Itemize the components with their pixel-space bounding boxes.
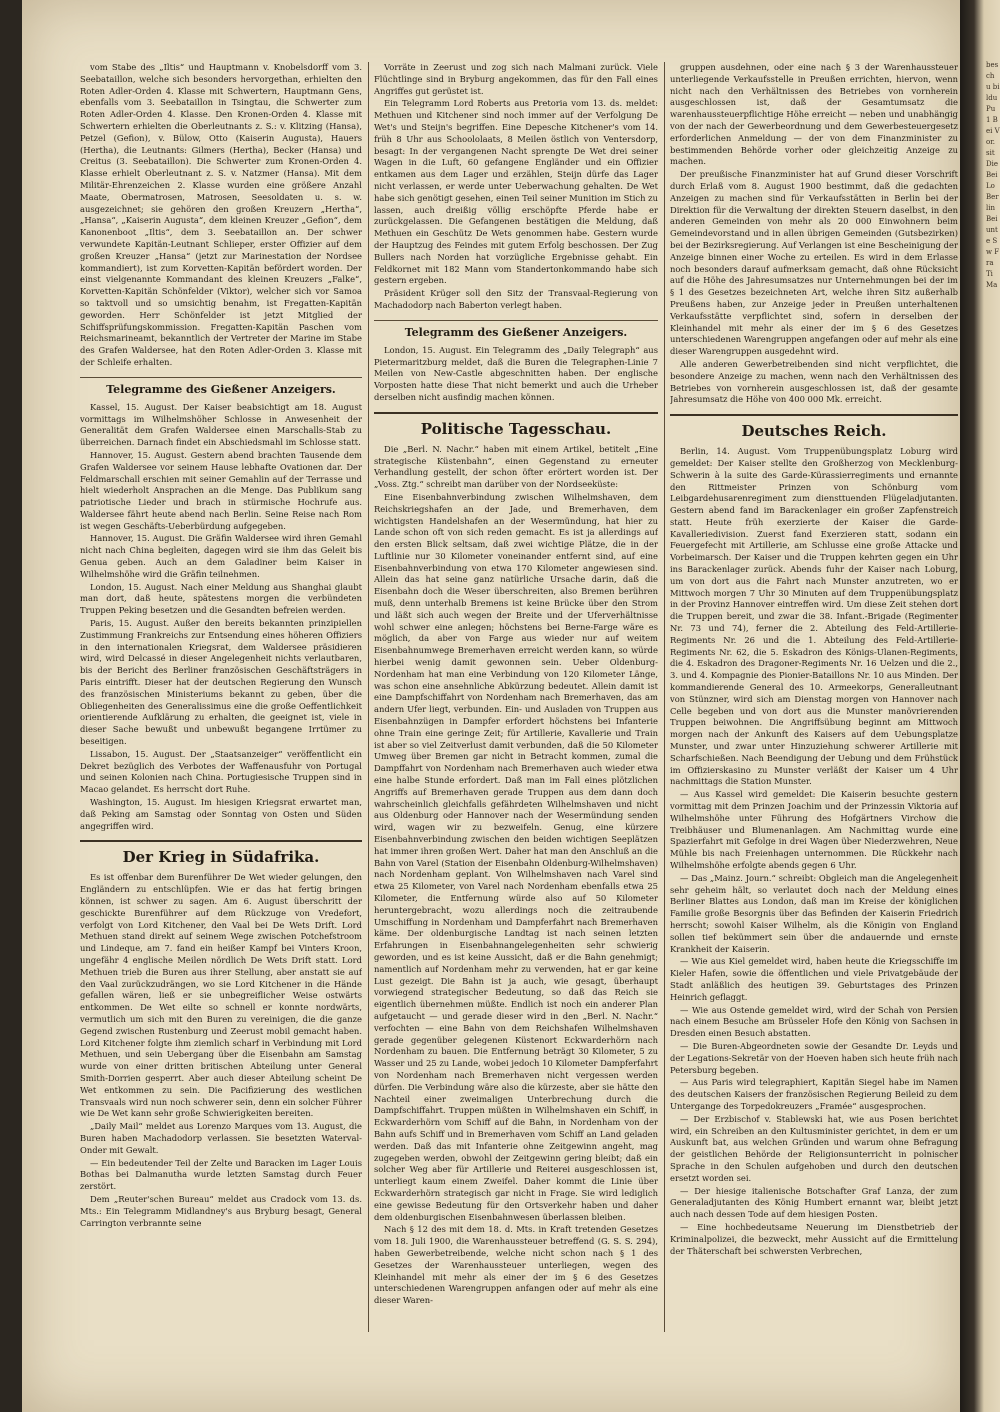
- article-paragraph: — Wie aus Kiel gemeldet wird, haben heute die Kriegsschiffe im Kieler Hafen, sowie die öffentlichen und viele Privatgebäude der Stadt anläßlich des heutigen 39. Geburtstages des Prinzen Heinrich geflaggt.: [670, 956, 958, 1002]
- article-paragraph: gruppen ausdehnen, oder eine nach § 3 der Warenhaussteuer unterliegende Verkaufsstelle in Preußen errichten, hiervon, wenn nicht nach den Verhältnissen des Betriebes von vornherein ausgeschlossen ist, daß der Gesamtumsatz die warenhaussteuerpflichtige Höhe erreicht — neben und unabhängig von der nach der Gewerbeordnung und dem Gewerbesteuergesetz erforderlichen Anmeldung — der von dem Finanzminister zu bestimmenden Behörde vorher oder gleichzeitig Anzeige zu machen.: [670, 62, 958, 167]
- article-paragraph: Es ist offenbar dem Burenführer De Wet wieder gelungen, den Engländern zu entschlüpfen. Wie er das hat fertig bringen können, ist schwer zu sagen. Am 6. August überschritt der geschickte Burenführer auf dem Rückzuge von Vredefort, verfolgt von Lord Kitchener, den Vaal bei De Wets Drift. Lord Methuen stand direkt auf seinem Wege zwischen Potchefstroom und Lindeque, am 7. fand ein heißer Kampf bei Vinters Kroon, ungefähr 4 englische Meilen nördlich De Wets Drift statt. Lord Methuen trieb die Buren aus ihrer Stellung, aber anstatt sie auf den Vaal zurückzudrängen, wo sie Lord Kitchener in die Hände gefallen wären, ließ er sie unbegreiflicher Weise ostwärts entkommen. De Wet eilte so schnell er konnte nordwärts, vermutlich um sich mit den Buren zu vereinigen, die die ganze Gegend zwischen Rustenburg und Zeerust mobil gemacht haben. Lord Kitchener folgte ihm ziemlich scharf in Verbindung mit Lord Methuen, und sein Uebergang über die Eisenbahn am Samstag wurde von einer dritten britischen Abteilung unter General Smith-Dorrien gesperrt. Aber auch dieser Abteilung scheint De Wet entkommen zu sein. Die Pacifizierung des westlichen Transvaals wird nun noch schwerer sein, denn ein solcher Führer wie De Wet kann sehr große Schwierigkeiten bereiten.: [80, 872, 362, 1119]
- article-paragraph: Nach § 12 des mit dem 18. d. Mts. in Kraft tretenden Gesetzes vom 18. Juli 1900, die Warenhaussteuer betreffend (G. S. S. 294), haben Gewerbetreibende, welche nicht schon nach § 1 des Gesetzes der Warenhaussteuer unterliegen, wegen des Kleinhandel mit mehr als einer der im § 6 des Gesetzes unterschiedenen Warengruppen anfangen oder auf mehr als eine dieser Waren-: [374, 1224, 658, 1306]
- article-paragraph: — Eine hochbedeutsame Neuerung im Dienstbetrieb der Kriminalpolizei, die bezweckt, mehr Aussicht auf die Ermittelung der Thäterschaft bei schwersten Verbrechen,: [670, 1221, 958, 1256]
- article-paragraph: London, 15. August. Ein Telegramm des „Daily Telegraph“ aus Pietermaritzburg meldet, daß die Buren die Telegraphen-Linie 7 Meilen von New-Castle abgeschnitten haben. Der englische Vorposten hatte diese That nicht bemerkt und auch die Urheber derselben nicht ausfindig machen können.: [374, 344, 658, 402]
- article-paragraph: — Wie aus Ostende gemeldet wird, wird der Schah von Persien nach einem Besuche am Brüsseler Hofe den König von Sachsen in Dresden einen Besuch abstatten.: [670, 1004, 958, 1039]
- article-paragraph: Lissabon, 15. August. Der „Staatsanzeiger“ veröffentlicht ein Dekret bezüglich des Verbotes der Waffenausfuhr von Portugal und seinen Kolonien nach China. Portugiesische Truppen sind in Macao gelandet. Es herrscht dort Ruhe.: [80, 748, 362, 795]
- newspaper-page: [22, 0, 960, 1412]
- binding-spine: [960, 0, 1000, 1412]
- section-heading: Telegramm des Gießener Anzeigers.: [374, 320, 658, 340]
- article-paragraph: Paris, 15. August. Außer den bereits bekannten prinzipiellen Zustimmung Frankreichs zur Entsendung eines höheren Offiziers in den internationalen Kriegsrat, dem Waldersee präsidieren wird, wird Delcassé in dieser Angelegenheit nichts verlautbaren, bis der Bericht des Berliner französischen Geschäftsträgers in Paris eintrifft. Dieser hat der deutschen Regierung den Wunsch des französischen Ministeriums bekannt zu geben, über die Obliegenheiten des Generalissimus eine die große Oeffentlichkeit orientierende Aufklärung zu erhalten, die geeignet ist, viele in dieser Sache bewußt und unbewußt begangene Irrtümer zu beseitigen.: [80, 618, 362, 747]
- article-paragraph: Hannover, 15. August. Die Gräfin Waldersee wird ihren Gemahl nicht nach China begleiten, dagegen wird sie ihm das Geleit bis Genua geben. Auch an dem Galadiner beim Kaiser in Wilhelmshöhe wird die Gräfin teilnehmen.: [80, 533, 362, 579]
- column-rule: [368, 62, 369, 1332]
- article-paragraph: Washington, 15. August. Im hiesigen Kriegsrat erwartet man, daß Peking am Samstag oder Sonntag von Osten und Süden angegriffen wird.: [80, 797, 362, 831]
- section-heading: Telegramme des Gießener Anzeigers.: [80, 377, 362, 397]
- adjacent-page-text: besch u bildu Pu 1 Bei Vor. sit Die Bei Lo Berlin Bei unte Sw Fra Ti Ma: [986, 61, 1000, 289]
- article-paragraph: — Aus Kassel wird gemeldet: Die Kaiserin besuchte gestern vormittag mit dem Prinzen Joachim und der Prinzessin Viktoria auf Wilhelmshöhe unter Führung des Hofgärtners Virchow die Treibhäuser und Blumenanlagen. Am Nachmittag wurde eine Spazierfahrt mit Gefolge in drei Wagen über Niederzwehren, Neue Mühle bis nach Freienhagen unternommen. Die Rückkehr nach Wilhelmshöhe erfolgte abends gegen 6 Uhr.: [670, 789, 958, 870]
- article-paragraph: Kassel, 15. August. Der Kaiser beabsichtigt am 18. August vormittags im Wilhelmshöher Schlosse in Anwesenheit der Generalität dem Grafen Waldersee einen Marschalls-Stab zu überreichen. Darnach findet ein Abschiedsmahl im Schlosse statt.: [80, 401, 362, 448]
- column-1: [80, 62, 362, 1332]
- article-paragraph: London, 15. August. Nach einer Meldung aus Shanghai glaubt man dort, daß heute, spätestens morgen die verbündeten Truppen Peking besetzen und die Gesandten befreien werden.: [80, 581, 362, 616]
- article-paragraph: Die „Berl. N. Nachr.“ haben mit einem Artikel, betitelt „Eine strategische Küstenbahn“, einen Gegenstand zu erneuter Verhandlung gestellt, der schon öfter erörtert worden ist. Der „Voss. Ztg.“ schreibt man darüber von der Nordseeküste:: [374, 443, 658, 490]
- article-paragraph: — Aus Paris wird telegraphiert, Kapitän Siegel habe im Namen des deutschen Kaisers der französischen Regierung Beileid zu dem Untergange des Torpedokreuzers „Framée“ ausgesprochen.: [670, 1077, 958, 1111]
- article-paragraph: „Daily Mail“ meldet aus Lorenzo Marques vom 13. August, die Buren haben Machadodorp verlassen. Sie besetzten Waterval-Onder mit Gewalt.: [80, 1121, 362, 1155]
- article-paragraph: Präsident Krüger soll den Sitz der Transvaal-Regierung von Machadodorp nach Baberton verlegt haben.: [374, 288, 658, 310]
- article-paragraph: — Der Erzbischof v. Stablewski hat, wie aus Posen berichtet wird, ein Schreiben an den Kultusminister gerichtet, in dem er um Auskunft bat, aus welchen Gründen und warum ohne Befragung der geistlichen Behörde der Religionsunterricht in polnischer Sprache in den Schulen aufgehoben und durch den deutschen ersetzt worden sei.: [670, 1113, 958, 1183]
- column-2: [374, 62, 658, 1332]
- section-heading: Der Krieg in Südafrika.: [80, 840, 362, 867]
- section-heading: Deutsches Reich.: [670, 414, 958, 441]
- article-paragraph: — Das „Mainz. Journ.“ schreibt: Obgleich man die Angelegenheit sehr geheim hält, so verlautet doch nach der Meldung eines Berliner Blattes aus London, daß man im Kreise der königlichen Familie große Besorgnis über das Befinden der Kaiserin Friedrich herrscht; sowohl Kaiser Wilhelm, als die Königin von England sollen tief bekümmert sein über die andauernde und ernste Krankheit der Kaiserin.: [670, 872, 958, 954]
- article-paragraph: — Der hiesige italienische Botschafter Graf Lanza, der zum Generaladjutanten des König Humbert ernannt war, bleibt jetzt auch nach dessen Tode auf dem hiesigen Posten.: [670, 1185, 958, 1220]
- article-paragraph: — Ein bedeutender Teil der Zelte und Baracken im Lager Louis Bothas bei Dalmanutha wurde letzten Samstag durch Feuer zerstört.: [80, 1157, 362, 1192]
- article-paragraph: Dem „Reuter'schen Bureau“ meldet aus Cradock vom 13. ds. Mts.: Ein Telegramm Midlandney's aus Bryburg besagt, General Carrington verbrannte seine: [80, 1193, 362, 1228]
- section-heading: Politische Tagesschau.: [374, 412, 658, 439]
- article-paragraph: Ein Telegramm Lord Roberts aus Pretoria vom 13. ds. meldet: Methuen und Kitchener sind noch immer auf der Verfolgung De Wet's und Steijn's begriffen. Eine Depesche Kitchener's vom 14. früh 8 Uhr aus Schoololaats, 8 Meilen östlich von Ventersdorp, besagt: In der vergangenen Nacht sprengte De Wet drei seiner Wagen in die Luft, 60 gefangene Engländer und ein Offizier entkamen aus dem Lager und erzählen, Steijn dürfe das Lager nicht verlassen, er werde unter Ueberwachung gehalten. De Wet habe sich genötigt gesehen, einen Teil seiner Munition im Stich zu lassen, auch dreißig völlig erschöpfte Pferde habe er zurückgelassen. Die Gefangenen bestätigen die Meldung, daß Methuen ein Geschütz De Wets genommen habe. Gestern wurde der Hauptzug des Feindes mit gutem Erfolg beschossen. Der Zug Bullers nach Norden hat vorzügliche Ergebnisse gehabt. Ein Feldkornet mit 182 Mann vom Standertonkommando habe sich gestern ergeben.: [374, 98, 658, 286]
- article-paragraph: — Die Buren-Abgeordneten sowie der Gesandte Dr. Leyds und der Legations-Sekretär von der Hoeven haben sich heute früh nach Petersburg begeben.: [670, 1040, 958, 1075]
- article-paragraph: Hannover, 15. August. Gestern abend brachten Tausende dem Grafen Waldersee vor seinem Hause lebhafte Ovationen dar. Der Feldmarschall erschien mit seiner Gemahlin auf der Terrasse und hielt wiederholt Ansprachen an die Menge. Das Publikum sang patriotische Lieder und brach in stürmische Hochrufe aus. Waldersee fährt heute abend nach Berlin. Seine Reise nach Rom ist wegen Geschäfts-Ueberbürdung aufgegeben.: [80, 449, 362, 531]
- article-paragraph: Alle anderen Gewerbetreibenden sind nicht verpflichtet, die besondere Anzeige zu machen, wenn nach den Verhältnissen des Betriebes von vornherein ausgeschlossen ist, daß der gesamte Jahresumsatz die Höhe von 400 000 Mk. erreicht.: [670, 358, 958, 405]
- article-paragraph: vom Stabe des „Iltis“ und Hauptmann v. Knobelsdorff vom 3. Seebataillon, welche sich besonders hervorgethan, erhielten den Roten Adler-Orden 4. Klasse mit Schwertern, Hauptmann Gens, ebenfalls vom 3. Seebataillon in Tsingtau, die Schwerter zum Roten Adler-Orden 4. Klasse. Den Kronen-Orden 4. Klasse mit Schwertern erhielten die Oberleutnants z. S.: v. Klitzing (Hansa), Petzel (Gefion), v. Bülow, Otto (Kaiserin Augusta), Hauers (Hertha), die Leutnants: Gilmers (Hertha), Becker (Hansa) und Creitus (3. Seebataillon). Die Schwerter zum Kronen-Orden 4. Klasse erhielt Oberleutnant z. S. v. Natzmer (Hansa). Mit dem Militär-Ehrenzeichen 2. Klasse wurden eine größere Anzahl Maate, Obermatrosen, Matrosen, Seesoldaten u. s. w. ausgezeichnet; sie gehören den großen Kreuzern „Hertha“, „Hansa“, „Kaiserin Augusta“, dem kleinen Kreuzer „Gefion“, dem Kanonenboot „Iltis“, dem 3. Seebataillon an. Der schwer verwundete Kapitän-Leutnant Schlieper, erster Offizier auf dem großen Kreuzer „Hansa“ (jetzt zur Marinestation der Nordsee kommandiert), ist zum Korvetten-Kapitän befördert worden. Der einst vielgenannte Kommandant des kleinen Kreuzers „Falke“, Korvetten-Kapitän Schönfelder (Viktor), welcher sich vor Samoa so taktvoll und so umsichtig benahm, ist Fregatten-Kapitän geworden. Herr Schönfelder ist jetzt Mitglied der Schiffsprüfungskommission. Fregatten-Kapitän Paschen vom Reichsmarineamt, bekanntlich der Vertreter der Marine im Stabe des Grafen Waldersee, hat den Roten Adler-Orden 3. Klasse mit der Schleife erhalten.: [80, 62, 362, 367]
- article-paragraph: Eine Eisenbahnverbindung zwischen Wilhelmshaven, dem Reichskriegshafen an der Jade, und Bremerhaven, dem wichtigsten Handelshafen an der Wesermündung, hat hier zu Lande schon oft von sich reden gemacht. Es ist ja allerdings auf den ersten Blick seltsam, daß zwei wichtige Plätze, die in der Luftlinie nur 30 Kilometer voneinander entfernt sind, auf eine Eisenbahnverbindung von etwa 170 Kilometer angewiesen sind. Allein das hat seine ganz natürliche Ursache darin, daß die Eisenbahn doch die Weser überschreiten, also Bremen berühren muß, denn unterhalb Bremens ist keine Brücke über den Strom und läßt sich auch wegen der Breite und der Uferverhältnisse wohl schwer eine anlegen; höchstens bei Berne-Farge wäre es möglich, da aber von Farge aus wieder nur auf weitem Eisenbahnumwege Bremerhaven erreicht werden kann, so würde hierbei wenig damit gewonnen sein. Ueber Oldenburg-Nordenham hat man eine Verbindung von 120 Kilometer Länge, was schon eine ansehnliche Abkürzung bedeutet. Allein damit ist eine Dampfschiffahrt von Nordenham nach Bremerhaven, das am andern Ufer liegt, verbunden. Ein- und Ausladen von Truppen aus Eisenbahnzügen in Dampfer erfordert höchstens bei Infanterie ohne Train eine geringe Zeit; für Artillerie, Kavallerie und Train ist aber so viel Zeitverlust damit verbunden, daß die 50 Kilometer Umweg über Bremen gar nicht in Betracht kommen, zumal die Dampffahrt von Nordenham nach Bremerhaven auch wieder etwa eine halbe Stunde erfordert. Daß man im Fall eines plötzlichen Angriffs auf Bremerhaven gerade Truppen aus dem dann doch wahrscheinlich gleichfalls gefährdeten Wilhelmshaven und nicht aus Oldenburg oder Hannover nach der Wesermündung senden wird, wagen wir zu bezweifeln. Genug, eine kürzere Eisenbahnverbindung zwischen den beiden wichtigen Seeplätzen hat immer ihren großen Wert. Daher hat man den Anschluß an die Bahn von Varel (Station der Eisenbahn Oldenburg-Wilhelmshaven) nach Nordenham geplant. Von Wilhelmshaven nach Varel sind etwa 25 Kilometer, von Varel nach Nordenham ebenfalls etwa 25 Kilometer, die Entfernung würde also auf 50 Kilometer heruntergebracht, wozu allerdings noch die zeitraubende Umschiffung in Nordenham und Dampferfahrt nach Bremerhaven käme. Der oldenburgische Landtag ist nach seinen letzten Erfahrungen in Eisenbahnangelegenheiten sehr schwierig geworden, und es ist keine Aussicht, daß er die Bahn genehmigt; namentlich auf Nordenham mehr zu verwenden, hat er gar keine Lust gezeigt. Die Bahn ist ja auch, wie gesagt, überhaupt vorwiegend strategischer Bedeutung, so daß das Reich sie eigentlich übernehmen müßte. Endlich ist noch ein anderer Plan aufgetaucht — und gerade dieser wird in den „Berl. N. Nachr.“ verfochten — eine Bahn von dem Reichshafen Wilhelmshaven gerade gegenüber gelegenen Küstenort Eckwarderhörn nach Nordenham zu bauen. Die Entfernung beträgt 30 Kilometer, 5 zu Wasser und 25 zu Lande, wobei jedoch 10 Kilometer Dampferfahrt von Nordenham nach Bremerhaven nicht vergessen werden dürfen. Die Verbindung wäre also die kürzeste, aber sie hätte den Nachteil einer zweimaligen Unterbrechung durch die Dampfschiffahrt. Truppen müßten in Wilhelmshaven ein Schiff, in Eckwarderhörn vom Schiff auf die Bahn, in Nordenham von der Bahn aufs Schiff und in Bremerhaven vom Schiff an Land geladen werden. Daß das mit Infanterie ohne Zeitgewinn angeht, mag zugegeben werden, obwohl der Zeitgewinn gering bleibt; daß ein solcher Weg aber für Artillerie und Reiterei ausgeschlossen ist, unterliegt kaum einem Zweifel. Daher kommt die Linie über Eckwarderhörn strategisch gar nicht in Frage. Sie wird lediglich eine gewisse Bedeutung für den Ortsverkehr haben und daher dem oldenburgischen Eisenbahnwesen überlassen bleiben.: [374, 491, 658, 1222]
- article-paragraph: Berlin, 14. August. Vom Truppenübungsplatz Loburg wird gemeldet: Der Kaiser stellte den Großherzog von Mecklenburg-Schwerin à la suite des Garde-Kürassierregiments und ernannte den Rittmeister Prinzen von Schönburg vom Leibgardehusarenregiment zum diensttuenden Flügeladjutanten. Gestern abend fand im Barackenlager ein großer Zapfenstreich statt. Heute früh exerzierte der Kaiser die Garde-Kavalleriedivision. Zuerst fand Exerzieren statt, sodann ein Feuergefecht mit Artillerie, am Schlusse eine große Attacke und Vorbeimarsch. Der Kaiser und die Truppen kehrten gegen ein Uhr ins Barackenlager zurück. Abends fuhr der Kaiser nach Loburg, um von dort aus die Fahrt nach Munster anzutreten, wo er Mittwoch morgen 7 Uhr 30 Minuten auf dem Truppenübungsplatz in der Provinz Hannover eintreffen wird. Um diese Zeit stehen dort die Truppen bereit, und zwar die 38. Infant.-Brigade (Regimenter Nr. 73 und 74), ferner die 2. Abteilung des Feld-Artillerie-Regiments Nr. 26 und die 1. Abteilung des Feld-Artillerie-Regiments Nr. 62, die 5. Eskadron des Königs-Ulanen-Regiments, die 4. Eskadron des Dragoner-Regiments Nr. 16 Uelzen und die 2., 3. und 4. Kompagnie des Pionier-Bataillons Nr. 10 aus Minden. Der kommandierende General des 10. Armeekorps, Generalleutnant von Stünzner, wird sich am Dienstag morgen von Hannover nach Celle begeben und von dort aus die Munster manövrierenden Truppen beiwohnen. Die Angriffsübung beginnt am Mittwoch morgen nach der Ankunft des Kaisers auf dem Uebungsplatze Munster, und zwar unter Hinzuziehung schwerer Artillerie mit Scharfschießen. Nach Beendigung der Uebung und dem Frühstück im Offizierskasino zu Munster verläßt der Kaiser um 4 Uhr nachmittags die Station Munster.: [670, 446, 958, 787]
- article-paragraph: Vorräte in Zeerust und zog sich nach Malmani zurück. Viele Flüchtlinge sind in Bryburg angekommen, das für den Fall eines Angriffes gut gerüstet ist.: [374, 62, 658, 96]
- column-3: [670, 62, 958, 1332]
- column-rule: [664, 62, 665, 1332]
- article-paragraph: Der preußische Finanzminister hat auf Grund dieser Vorschrift durch Erlaß vom 8. August 1900 bestimmt, daß die gedachten Anzeigen zu machen sind für Verkaufsstätten in Berlin bei der Direktion für die Verwaltung der direkten Steuern daselbst, in den anderen Gemeinden von mehr als 20 000 Einwohnern beim Gemeindevorstand und in allen übrigen Gemeinden (Gutsbezirken) bei der Bezirksregierung. Auf Verlangen ist eine Bescheinigung der Anzeige binnen einer Woche zu erteilen. Es wird in dem Erlasse noch besonders darauf aufmerksam gemacht, daß ohne Rücksicht auf die Höhe des Jahresumsatzes nur Unternehmungen bei der im § 1 des Gesetzes bezeichneten Art, welche ihren Sitz außerhalb Preußens haben, zur Anzeige jeder in Preußen unterhaltenen Verkaufsstätte verpflichtet sind, sofern in derselben der Kleinhandel mit mehr als einer der im § 6 des Gesetzes unterschiedenen Warengruppen angefangen oder auf mehr als eine dieser Warengruppen ausgedehnt wird.: [670, 169, 958, 357]
